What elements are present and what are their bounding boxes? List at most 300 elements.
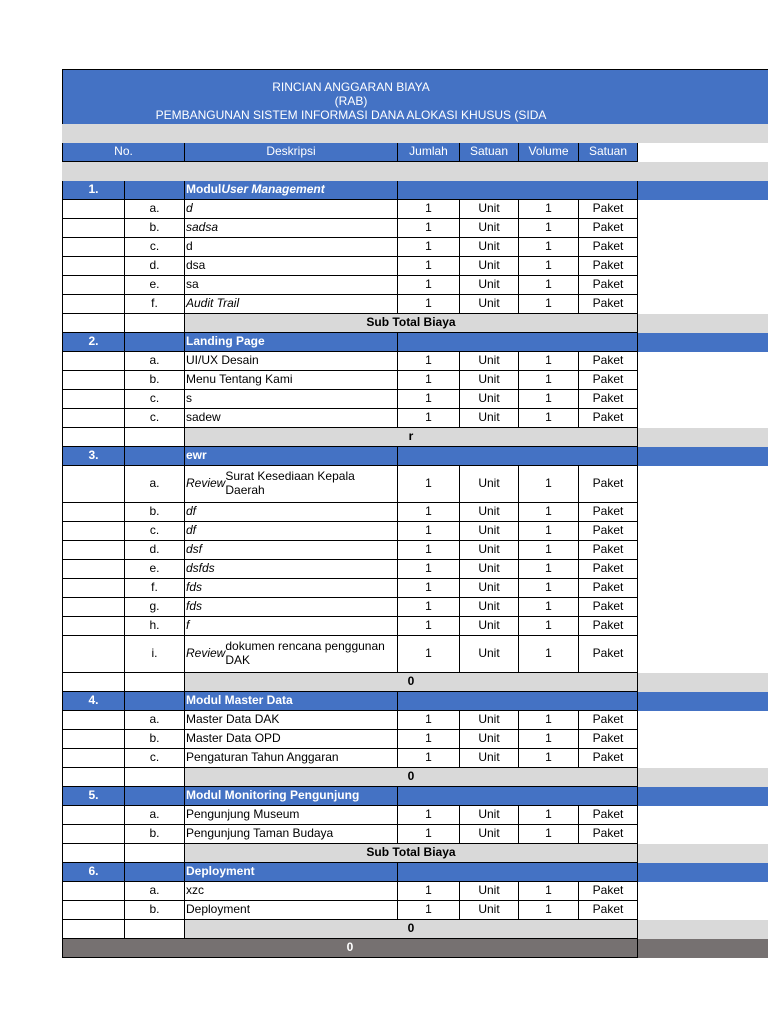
item-jumlah: 1: [397, 466, 459, 503]
item-satuan-paket: Paket: [578, 352, 638, 371]
text-fragment: Modul Monitoring Pengunjung: [186, 788, 360, 803]
title-block: [62, 69, 768, 124]
subtotal-blank-letter: [124, 844, 184, 863]
spacer-row-gray: [62, 124, 768, 143]
item-description: [184, 219, 397, 238]
item-jumlah: 1: [397, 276, 459, 295]
item-description: [184, 276, 397, 295]
item-jumlah: 1: [397, 560, 459, 579]
no-cell: [62, 295, 124, 314]
section-header-fill: [397, 447, 638, 466]
table-row: [62, 238, 768, 257]
subtotal-extension: [638, 428, 768, 447]
item-volume: 1: [518, 598, 578, 617]
item-volume: 1: [518, 200, 578, 219]
item-letter: h.: [124, 617, 184, 636]
text-fragment: f: [186, 618, 190, 633]
item-volume: 1: [518, 522, 578, 541]
subtotal-blank-letter: [124, 673, 184, 692]
item-jumlah: 1: [397, 352, 459, 371]
item-letter: g.: [124, 598, 184, 617]
item-volume: 1: [518, 749, 578, 768]
no-cell: [62, 466, 124, 503]
item-satuan: Unit: [459, 882, 518, 901]
item-volume: 1: [518, 882, 578, 901]
item-satuan: Unit: [459, 219, 518, 238]
no-cell: [62, 579, 124, 598]
table-row: [62, 352, 768, 371]
item-satuan: Unit: [459, 579, 518, 598]
text-fragment: df: [186, 523, 197, 538]
no-cell: [62, 730, 124, 749]
item-description: [184, 579, 397, 598]
item-description: [184, 200, 397, 219]
item-satuan: Unit: [459, 541, 518, 560]
item-satuan: Unit: [459, 749, 518, 768]
item-volume: 1: [518, 901, 578, 920]
item-letter: c.: [124, 409, 184, 428]
item-description: [184, 466, 397, 503]
item-satuan-paket: Paket: [578, 295, 638, 314]
text-fragment: dsa: [186, 258, 206, 273]
table-row: [62, 295, 768, 314]
no-cell: [62, 560, 124, 579]
item-jumlah: 1: [397, 617, 459, 636]
spacer-row-gray: [62, 162, 768, 181]
item-description: [184, 560, 397, 579]
no-cell: [62, 711, 124, 730]
item-letter: c.: [124, 238, 184, 257]
item-volume: 1: [518, 579, 578, 598]
no-cell: [62, 749, 124, 768]
table-row: [62, 749, 768, 768]
no-cell: [62, 257, 124, 276]
item-jumlah: 1: [397, 219, 459, 238]
subtotal-extension: [638, 673, 768, 692]
item-satuan-paket: Paket: [578, 711, 638, 730]
item-jumlah: 1: [397, 522, 459, 541]
item-satuan: Unit: [459, 806, 518, 825]
grand-total-value: 0: [62, 939, 638, 958]
section-number: 6.: [62, 863, 124, 882]
subtotal-label: r: [184, 428, 638, 447]
item-letter: i.: [124, 636, 184, 673]
item-satuan-paket: Paket: [578, 579, 638, 598]
no-cell: [62, 806, 124, 825]
subtotal-blank-no: [62, 428, 124, 447]
no-cell: [62, 371, 124, 390]
item-satuan: Unit: [459, 295, 518, 314]
item-jumlah: 1: [397, 749, 459, 768]
subtotal-row: [62, 920, 768, 939]
no-cell: [62, 238, 124, 257]
item-jumlah: 1: [397, 636, 459, 673]
item-satuan-paket: Paket: [578, 541, 638, 560]
rab-spreadsheet: [62, 69, 768, 958]
item-description: [184, 522, 397, 541]
text-fragment: User Management: [221, 182, 325, 197]
subtotal-label: 0: [184, 673, 638, 692]
item-volume: 1: [518, 276, 578, 295]
text-fragment: xzc: [186, 883, 204, 898]
table-row: [62, 901, 768, 920]
item-satuan: Unit: [459, 711, 518, 730]
item-jumlah: 1: [397, 257, 459, 276]
item-letter: a.: [124, 352, 184, 371]
item-satuan-paket: Paket: [578, 409, 638, 428]
item-letter: b.: [124, 371, 184, 390]
text-fragment: Audit Trail: [186, 296, 240, 311]
item-satuan: Unit: [459, 371, 518, 390]
item-letter: b.: [124, 730, 184, 749]
no-cell: [62, 598, 124, 617]
item-letter: b.: [124, 219, 184, 238]
subtotal-row: [62, 428, 768, 447]
item-satuan-paket: Paket: [578, 617, 638, 636]
item-jumlah: 1: [397, 730, 459, 749]
item-satuan: Unit: [459, 560, 518, 579]
item-satuan-paket: Paket: [578, 636, 638, 673]
item-jumlah: 1: [397, 882, 459, 901]
no-cell: [62, 390, 124, 409]
subtotal-blank-letter: [124, 920, 184, 939]
table-row: [62, 257, 768, 276]
section-header-extension: [638, 447, 768, 466]
item-satuan-paket: Paket: [578, 806, 638, 825]
item-letter: c.: [124, 749, 184, 768]
table-row: [62, 371, 768, 390]
section-header-row: [62, 181, 768, 200]
text-fragment: Review: [186, 476, 226, 491]
column-header: Satuan: [578, 143, 638, 162]
section-blank-cell: [124, 447, 184, 466]
table-row: [62, 806, 768, 825]
text-fragment: Surat Kesediaan Kepala Daerah: [225, 469, 355, 497]
text-fragment: dsf: [186, 542, 203, 557]
subtotal-blank-no: [62, 673, 124, 692]
item-volume: 1: [518, 503, 578, 522]
item-description: [184, 390, 397, 409]
item-satuan: Unit: [459, 503, 518, 522]
subtotal-extension: [638, 768, 768, 787]
subtotal-label: Sub Total Biaya: [184, 314, 638, 333]
text-fragment: Menu Tentang Kami: [186, 372, 293, 387]
title-line-3: PEMBANGUNAN SISTEM INFORMASI DANA ALOKASI KHUSUS (SIDA: [155, 108, 547, 122]
subtotal-blank-no: [62, 920, 124, 939]
subtotal-blank-letter: [124, 428, 184, 447]
item-description: [184, 371, 397, 390]
item-satuan-paket: Paket: [578, 560, 638, 579]
column-header: Deskripsi: [184, 143, 397, 162]
subtotal-row: [62, 768, 768, 787]
section-header-fill: [397, 863, 638, 882]
text-fragment: Landing Page: [186, 334, 265, 349]
text-fragment: Pengunjung Museum: [186, 807, 300, 822]
item-description: [184, 238, 397, 257]
section-header-row: [62, 692, 768, 711]
section-header-row: [62, 447, 768, 466]
no-cell: [62, 276, 124, 295]
item-satuan: Unit: [459, 636, 518, 673]
section-title: [184, 787, 397, 806]
item-volume: 1: [518, 711, 578, 730]
subtotal-blank-no: [62, 844, 124, 863]
item-letter: c.: [124, 390, 184, 409]
item-letter: a.: [124, 806, 184, 825]
section-header-row: [62, 863, 768, 882]
item-volume: 1: [518, 617, 578, 636]
item-volume: 1: [518, 390, 578, 409]
item-jumlah: 1: [397, 598, 459, 617]
item-letter: d.: [124, 257, 184, 276]
item-letter: b.: [124, 901, 184, 920]
subtotal-label: 0: [184, 920, 638, 939]
section-title: [184, 863, 397, 882]
column-header: Volume: [518, 143, 578, 162]
section-title: [184, 181, 397, 200]
item-volume: 1: [518, 825, 578, 844]
item-jumlah: 1: [397, 238, 459, 257]
item-letter: d.: [124, 541, 184, 560]
item-satuan: Unit: [459, 390, 518, 409]
section-header-extension: [638, 863, 768, 882]
text-fragment: sadew: [186, 410, 221, 425]
item-volume: 1: [518, 560, 578, 579]
item-letter: e.: [124, 560, 184, 579]
column-header: Satuan: [459, 143, 518, 162]
item-letter: b.: [124, 503, 184, 522]
subtotal-blank-letter: [124, 768, 184, 787]
text-fragment: s: [186, 391, 192, 406]
item-satuan-paket: Paket: [578, 730, 638, 749]
item-satuan: Unit: [459, 257, 518, 276]
section-title: [184, 333, 397, 352]
table-row: [62, 825, 768, 844]
item-letter: a.: [124, 200, 184, 219]
subtotal-row: [62, 844, 768, 863]
item-satuan-paket: Paket: [578, 276, 638, 295]
item-volume: 1: [518, 806, 578, 825]
no-cell: [62, 352, 124, 371]
section-header-fill: [397, 181, 638, 200]
item-volume: 1: [518, 352, 578, 371]
column-header-row: [62, 143, 768, 162]
item-satuan-paket: Paket: [578, 522, 638, 541]
table-body: [62, 124, 768, 958]
no-cell: [62, 617, 124, 636]
item-satuan-paket: Paket: [578, 825, 638, 844]
item-satuan: Unit: [459, 276, 518, 295]
item-volume: 1: [518, 730, 578, 749]
text-fragment: fds: [186, 599, 203, 614]
section-title: [184, 447, 397, 466]
no-cell: [62, 503, 124, 522]
item-satuan-paket: Paket: [578, 882, 638, 901]
item-jumlah: 1: [397, 825, 459, 844]
item-volume: 1: [518, 371, 578, 390]
section-number: 1.: [62, 181, 124, 200]
item-letter: f.: [124, 295, 184, 314]
section-blank-cell: [124, 692, 184, 711]
item-satuan-paket: Paket: [578, 390, 638, 409]
text-fragment: Pengaturan Tahun Anggaran: [186, 750, 339, 765]
subtotal-row: [62, 673, 768, 692]
item-satuan-paket: Paket: [578, 219, 638, 238]
item-satuan-paket: Paket: [578, 238, 638, 257]
section-header-fill: [397, 692, 638, 711]
title-line-2: (RAB): [334, 94, 368, 108]
item-description: [184, 825, 397, 844]
item-jumlah: 1: [397, 409, 459, 428]
item-satuan: Unit: [459, 617, 518, 636]
item-volume: 1: [518, 409, 578, 428]
section-header-extension: [638, 787, 768, 806]
item-description: [184, 901, 397, 920]
item-satuan: Unit: [459, 598, 518, 617]
item-jumlah: 1: [397, 371, 459, 390]
item-jumlah: 1: [397, 390, 459, 409]
item-satuan-paket: Paket: [578, 371, 638, 390]
section-header-row: [62, 787, 768, 806]
item-description: [184, 257, 397, 276]
section-number: 3.: [62, 447, 124, 466]
item-volume: 1: [518, 295, 578, 314]
item-satuan-paket: Paket: [578, 901, 638, 920]
no-cell: [62, 825, 124, 844]
table-row: [62, 730, 768, 749]
table-row: [62, 541, 768, 560]
text-fragment: sadsa: [186, 220, 219, 235]
text-fragment: UI/UX Desain: [186, 353, 259, 368]
item-jumlah: 1: [397, 579, 459, 598]
column-header: No.: [62, 143, 184, 162]
item-satuan: Unit: [459, 901, 518, 920]
table-row: [62, 466, 768, 503]
item-description: [184, 882, 397, 901]
table-row: [62, 598, 768, 617]
item-description: [184, 352, 397, 371]
item-jumlah: 1: [397, 806, 459, 825]
item-letter: a.: [124, 711, 184, 730]
item-description: [184, 730, 397, 749]
section-header-extension: [638, 181, 768, 200]
item-letter: a.: [124, 466, 184, 503]
item-satuan: Unit: [459, 466, 518, 503]
item-satuan: Unit: [459, 730, 518, 749]
table-row: [62, 579, 768, 598]
table-row: [62, 522, 768, 541]
item-description: [184, 617, 397, 636]
no-cell: [62, 901, 124, 920]
item-letter: b.: [124, 825, 184, 844]
section-blank-cell: [124, 863, 184, 882]
item-satuan: Unit: [459, 200, 518, 219]
no-cell: [62, 541, 124, 560]
item-satuan: Unit: [459, 352, 518, 371]
no-cell: [62, 409, 124, 428]
text-fragment: Deployment: [186, 864, 255, 879]
no-cell: [62, 219, 124, 238]
text-fragment: fds: [186, 580, 203, 595]
subtotal-label: 0: [184, 768, 638, 787]
section-header-extension: [638, 692, 768, 711]
section-title: [184, 692, 397, 711]
item-volume: 1: [518, 219, 578, 238]
table-row: [62, 560, 768, 579]
subtotal-extension: [638, 920, 768, 939]
subtotal-blank-no: [62, 768, 124, 787]
item-volume: 1: [518, 466, 578, 503]
table-row: [62, 409, 768, 428]
text-fragment: Pengunjung Taman Budaya: [186, 826, 334, 841]
item-description: [184, 541, 397, 560]
column-header: Jumlah: [397, 143, 459, 162]
section-blank-cell: [124, 181, 184, 200]
item-satuan-paket: Paket: [578, 466, 638, 503]
item-satuan: Unit: [459, 238, 518, 257]
subtotal-label: Sub Total Biaya: [184, 844, 638, 863]
item-description: [184, 295, 397, 314]
text-fragment: dsfds: [186, 561, 215, 576]
item-volume: 1: [518, 636, 578, 673]
table-row: [62, 503, 768, 522]
item-satuan-paket: Paket: [578, 200, 638, 219]
text-fragment: Deployment: [186, 902, 251, 917]
section-blank-cell: [124, 787, 184, 806]
text-fragment: Master Data OPD: [186, 731, 281, 746]
item-satuan-paket: Paket: [578, 598, 638, 617]
text-fragment: d: [186, 201, 193, 216]
text-fragment: ewr: [186, 448, 207, 463]
item-description: [184, 806, 397, 825]
item-letter: f.: [124, 579, 184, 598]
text-fragment: df: [186, 504, 197, 519]
item-letter: c.: [124, 522, 184, 541]
item-satuan-paket: Paket: [578, 503, 638, 522]
item-jumlah: 1: [397, 295, 459, 314]
section-blank-cell: [124, 333, 184, 352]
table-row: [62, 636, 768, 673]
item-letter: a.: [124, 882, 184, 901]
text-fragment: Modul: [186, 182, 222, 197]
text-fragment: Modul Master Data: [186, 693, 293, 708]
section-header-row: [62, 333, 768, 352]
table-row: [62, 219, 768, 238]
table-row: [62, 276, 768, 295]
table-row: [62, 200, 768, 219]
item-description: [184, 598, 397, 617]
no-cell: [62, 522, 124, 541]
subtotal-blank-letter: [124, 314, 184, 333]
item-description: [184, 503, 397, 522]
item-volume: 1: [518, 238, 578, 257]
item-volume: 1: [518, 257, 578, 276]
no-cell: [62, 200, 124, 219]
subtotal-row: [62, 314, 768, 333]
table-row: [62, 711, 768, 730]
table-row: [62, 882, 768, 901]
table-row: [62, 390, 768, 409]
text-fragment: dokumen rencana penggunan DAK: [225, 639, 385, 667]
subtotal-blank-no: [62, 314, 124, 333]
no-cell: [62, 636, 124, 673]
item-description: [184, 749, 397, 768]
item-letter: e.: [124, 276, 184, 295]
section-header-extension: [638, 333, 768, 352]
item-satuan: Unit: [459, 825, 518, 844]
item-jumlah: 1: [397, 503, 459, 522]
section-number: 4.: [62, 692, 124, 711]
